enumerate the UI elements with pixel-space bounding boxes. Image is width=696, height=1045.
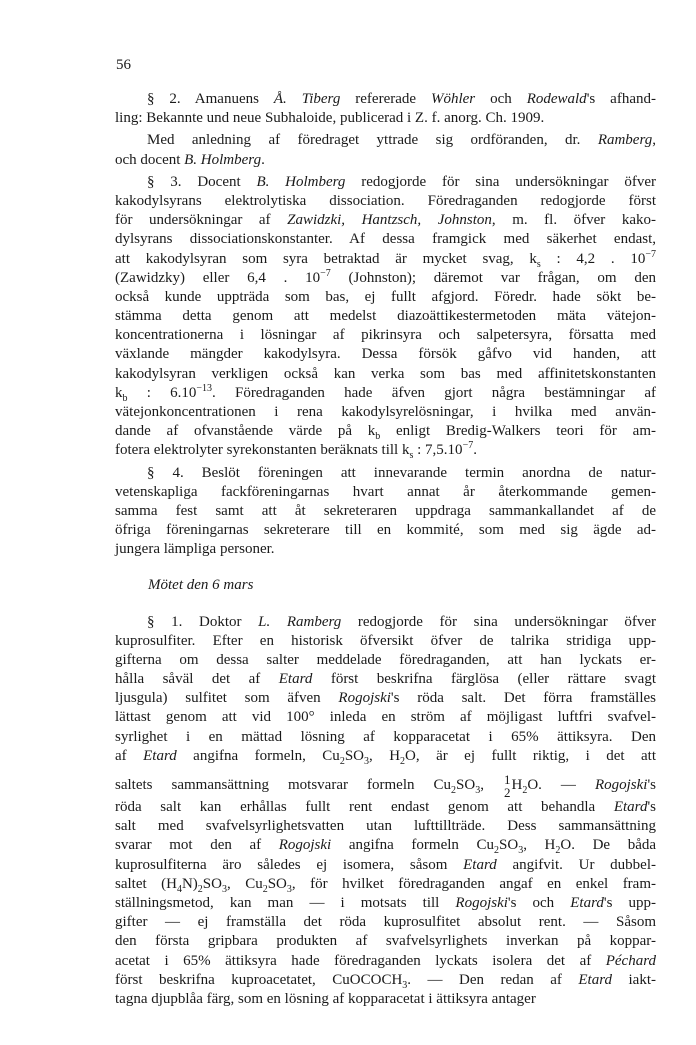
text-run: af bbox=[115, 747, 144, 764]
italic-name: Péchard bbox=[605, 952, 656, 969]
text-run: acetat i 65% ättiksyra hade föredraganden lyckats isolera det af bbox=[115, 952, 606, 969]
denominator: 2 bbox=[503, 784, 511, 800]
text-line bbox=[115, 250, 656, 269]
text-run: att kakodylsyran som syra betraktad är mycket svag, k bbox=[115, 250, 537, 267]
text-line bbox=[115, 728, 656, 747]
text-line bbox=[115, 856, 656, 875]
superscript: −7 bbox=[462, 440, 474, 452]
subscript: 2 bbox=[197, 883, 203, 895]
text-run: angifna formeln Cu bbox=[331, 837, 495, 854]
text-line bbox=[115, 403, 656, 422]
text-run: syrlighet i en mättad lösning af kopparacetat i 65% ättiksyra. Den bbox=[115, 728, 656, 745]
italic-name: Etard bbox=[143, 747, 177, 764]
text-line bbox=[115, 651, 656, 670]
text-run: , H bbox=[369, 747, 401, 764]
text-run: gifter — ej framställa det röda kuprosulfitet absolut rent. — Såsom bbox=[115, 914, 656, 931]
paragraph bbox=[115, 173, 656, 461]
text-run: lättast genom att vid 100° inleda en ström af möjligast luftfri svafvel- bbox=[115, 709, 656, 726]
text-run: angifna formeln, Cu bbox=[176, 747, 340, 764]
italic-name: Etard bbox=[578, 971, 613, 988]
text-line bbox=[115, 521, 656, 540]
text-run: iakt- bbox=[612, 971, 656, 988]
subscript: 3 bbox=[402, 979, 408, 991]
text-line bbox=[115, 670, 656, 689]
text-run: H bbox=[511, 777, 523, 793]
text-run: angifvit. Ur dubbel- bbox=[496, 856, 657, 873]
subscript: 3 bbox=[221, 883, 227, 895]
text-line bbox=[115, 90, 656, 109]
subscript: 2 bbox=[400, 755, 406, 767]
italic-name: Rogojski bbox=[338, 690, 391, 707]
text-run: 's röda salt. Det förra framställes bbox=[390, 690, 656, 707]
text-run: jungera lämpliga personer. bbox=[115, 541, 275, 558]
text-line bbox=[115, 971, 656, 990]
text-run: dande af ofvanstående värde på k bbox=[115, 423, 376, 440]
text-run: refererade bbox=[340, 91, 431, 107]
text-run: dylsyrans dissociationskonstanter. Af dessa framgick med säkerhet endast, bbox=[115, 231, 656, 248]
text-run: öfriga föreningarnas sekreterare till en kommité, som med sig ägde ad- bbox=[115, 522, 656, 539]
text-run: SO bbox=[202, 875, 222, 892]
text-run: svarar mot den af bbox=[115, 837, 279, 854]
text-run: först beskrifna färglösa (eller rättare svagt bbox=[312, 671, 657, 688]
text-run: för undersökningar af bbox=[115, 212, 288, 229]
text-run: kuprosulfiter. Efter en historisk öfversikt öfver de talrika stridiga upp- bbox=[115, 632, 656, 649]
text-run: kakodylsyrans elektrolytiska dissociation. Föredraganden redogjorde först bbox=[115, 192, 656, 209]
text-run: § 3. Docent bbox=[147, 173, 257, 190]
text-run: röda salt kan erhållas fullt rent endast genom att behandla bbox=[115, 799, 614, 815]
text-run: : 4,2 . 10 bbox=[540, 250, 646, 267]
italic-name: Rogojski bbox=[594, 777, 648, 793]
text-run: § 4. Beslöt föreningen att innevarande termin anordna de natur- bbox=[147, 464, 656, 481]
italic-name: Etard bbox=[278, 671, 313, 688]
text-run: (Johnston); däremot var frågan, om den bbox=[330, 269, 656, 286]
superscript: −7 bbox=[320, 267, 331, 279]
italic-name: Etard bbox=[570, 894, 604, 911]
subscript: 2 bbox=[522, 785, 528, 796]
text-run: tagna djupblåa färg, som en lösning af kopparacetat i ättiksyra antager bbox=[115, 990, 536, 1007]
italic-name: Å. Tiberg bbox=[273, 91, 341, 107]
text-line bbox=[115, 990, 656, 1009]
text-line bbox=[115, 689, 656, 708]
text-line bbox=[115, 540, 656, 559]
text-run: , Cu bbox=[226, 875, 263, 892]
subscript: 2 bbox=[339, 755, 345, 767]
text-run: redogjorde för sina undersökningar öfver bbox=[345, 173, 656, 190]
page-number: 56 bbox=[116, 57, 131, 73]
text-line bbox=[115, 151, 656, 170]
text-run: k bbox=[115, 384, 123, 401]
text-run: SO bbox=[456, 777, 476, 793]
numerator: 1 bbox=[503, 771, 511, 787]
text-line bbox=[115, 771, 656, 799]
italic-name: B. Holmberg bbox=[184, 151, 262, 168]
subscript: 3 bbox=[364, 755, 369, 767]
text-run: ling: Bekannte und neue Subhaloide, publicerad i Z. f. anorg. Ch. 1909. bbox=[115, 110, 545, 127]
subscript: 3 bbox=[475, 785, 481, 796]
text-run: stämma detta genom att medelst diazoättikestermetoden mäta vätejon- bbox=[115, 308, 656, 325]
text-run: SO bbox=[267, 875, 287, 892]
text-run: först beskrifna kuproacetatet, CuOCOCH bbox=[115, 971, 403, 988]
superscript: −7 bbox=[645, 248, 656, 260]
text-run: 's bbox=[647, 777, 656, 793]
text-run: , bbox=[480, 777, 503, 793]
text-run: också kunde uppträda som bas, ej fullt afgjord. Föredr. hade sökt be- bbox=[115, 288, 656, 305]
text-run: redogjorde för sina undersökningar öfver bbox=[341, 613, 656, 630]
text-line bbox=[115, 613, 656, 632]
text-run: kakodylsyran verkligen också kan verka som bas med affinitetskonstanten bbox=[115, 365, 656, 382]
fraction bbox=[504, 773, 511, 799]
text-run: N) bbox=[181, 875, 198, 892]
subscript: 4 bbox=[176, 883, 182, 895]
subscript: 2 bbox=[451, 785, 457, 796]
text-run: hålla såväl det af bbox=[115, 671, 279, 688]
subscript: s bbox=[536, 258, 541, 270]
text-line bbox=[115, 502, 656, 521]
subscript: 3 bbox=[286, 883, 292, 895]
text-run: saltet (H bbox=[115, 875, 177, 892]
paragraph bbox=[115, 613, 656, 1010]
text-run: gifterna om dessa salter meddelade föredraganden, att han lyckats er- bbox=[115, 651, 656, 668]
text-run: ställningsmetod, kan man — i motsats till bbox=[115, 894, 456, 911]
text-line bbox=[115, 365, 656, 384]
italic-name: Wöhler bbox=[430, 91, 476, 107]
text-run: saltets sammansättning motsvarar formeln Cu bbox=[115, 777, 452, 793]
text-run: koncentrationerna i lösningar af pikrinsyra och salpetersyra, försatta med bbox=[115, 327, 656, 344]
paragraph bbox=[115, 464, 656, 560]
paragraph bbox=[115, 90, 656, 128]
subscript: b bbox=[122, 392, 128, 404]
text-run: , för hvilket föredraganden angaf en enkel fram- bbox=[291, 875, 657, 892]
subscript: 2 bbox=[262, 883, 268, 895]
text-run: 's bbox=[647, 799, 656, 815]
text-run: salt med svafvelsyrlighetsvatten utan lufttillträde. Dess sammansättning bbox=[115, 818, 656, 835]
subscript: 3 bbox=[518, 845, 524, 857]
text-line bbox=[115, 211, 656, 230]
text-line bbox=[115, 269, 656, 288]
text-run: kuprosulfiterna äro således ej isomera, såsom bbox=[115, 856, 464, 873]
text-line bbox=[115, 932, 656, 951]
text-run: vätejonkoncentrationen i rena kakodylsyrelösningar, i hvilka med använ- bbox=[115, 404, 656, 420]
subscript: b bbox=[375, 431, 381, 443]
subscript: 2 bbox=[494, 845, 500, 857]
text-run: Med anledning af föredraget yttrade sig ordföranden, dr. bbox=[147, 132, 598, 149]
text-line bbox=[115, 875, 656, 894]
text-line bbox=[115, 173, 656, 192]
italic-name: B. Holmberg bbox=[256, 173, 346, 190]
text-run: , H bbox=[523, 837, 556, 854]
text-line bbox=[115, 798, 656, 817]
text-run: § 1. Doktor bbox=[147, 613, 259, 630]
text-run: 's afhand- bbox=[586, 91, 656, 107]
text-line bbox=[115, 747, 656, 766]
text-run: O, är ej fullt riktig, i det att bbox=[405, 747, 657, 764]
text-run: SO bbox=[344, 747, 364, 764]
meeting-heading: Mötet den 6 mars bbox=[148, 576, 254, 593]
italic-name: Zawidzki, Hantzsch, Johnston bbox=[287, 212, 492, 229]
text-run: samma fest samt att åt sekreteraren uppdraga sammankallandet af de bbox=[115, 502, 656, 519]
text-line bbox=[115, 192, 656, 211]
text-line bbox=[115, 817, 656, 836]
document-body bbox=[115, 90, 656, 1009]
minutes-section-2 bbox=[115, 613, 656, 1010]
text-run: vetenskapliga fackföreningarnas hvart annat år återkommande gemen- bbox=[115, 483, 656, 500]
text-line bbox=[115, 464, 656, 483]
subscript: 2 bbox=[555, 845, 561, 857]
text-line bbox=[115, 632, 656, 651]
text-line bbox=[115, 109, 656, 128]
text-run: 's upp- bbox=[603, 894, 656, 911]
text-line bbox=[115, 441, 656, 460]
italic-name: Ramberg bbox=[597, 132, 653, 149]
text-line bbox=[115, 422, 656, 441]
italic-name: Rogojski bbox=[455, 894, 508, 911]
text-run: § 2. Amanuens bbox=[147, 91, 274, 107]
text-run: och docent bbox=[115, 151, 185, 168]
text-line bbox=[115, 307, 656, 326]
text-run: den första gripbara produkten af svafvelsyrlighets inverkan på koppar- bbox=[115, 933, 656, 950]
italic-name: L. Ramberg bbox=[258, 613, 342, 630]
text-line bbox=[115, 836, 656, 855]
text-run: . bbox=[261, 151, 265, 168]
text-line bbox=[115, 952, 656, 971]
text-run: ljusgula) sulfitet som äfven bbox=[115, 690, 339, 707]
text-run: : 6.10 bbox=[127, 384, 197, 401]
text-run: (Zawidzky) eller 6,4 . 10 bbox=[115, 269, 321, 286]
text-run: och bbox=[475, 91, 527, 107]
text-run: 's och bbox=[507, 894, 571, 911]
text-line bbox=[115, 894, 656, 913]
text-run: enligt Bredig-Walkers teori för am- bbox=[380, 423, 656, 440]
minutes-section-1 bbox=[115, 90, 656, 560]
text-line bbox=[115, 483, 656, 502]
text-run: växlande mängder kakodylsyra. Dessa försök gåfvo vid handen, att bbox=[115, 346, 656, 363]
text-run: O. De båda bbox=[560, 837, 657, 854]
text-line bbox=[115, 288, 656, 307]
text-line bbox=[115, 230, 656, 249]
italic-name: Etard bbox=[463, 856, 497, 873]
text-line bbox=[115, 384, 656, 403]
paragraph bbox=[115, 131, 656, 169]
text-run: . — Den redan af bbox=[407, 971, 579, 988]
subscript: s bbox=[409, 450, 414, 462]
italic-name: Rodewald bbox=[526, 91, 587, 107]
text-line bbox=[115, 708, 656, 727]
text-line bbox=[115, 913, 656, 932]
text-run: O. — bbox=[527, 777, 595, 793]
text-run: . bbox=[473, 442, 477, 459]
text-line bbox=[115, 131, 656, 150]
text-run: SO bbox=[499, 837, 519, 854]
text-run: , m. fl. öfver kako- bbox=[491, 212, 656, 229]
text-run: : 7,5.10 bbox=[413, 442, 463, 459]
italic-name: Etard bbox=[613, 799, 648, 815]
superscript: −13 bbox=[196, 382, 212, 394]
text-line bbox=[115, 326, 656, 345]
text-run: . Föredraganden hade äfven gjort några bestämningar af bbox=[212, 384, 656, 401]
text-run: fotera elektrolyter syrekonstanten beräknats till k bbox=[115, 442, 410, 459]
text-line bbox=[115, 345, 656, 364]
text-run: , bbox=[652, 132, 656, 149]
italic-name: Rogojski bbox=[278, 837, 332, 854]
